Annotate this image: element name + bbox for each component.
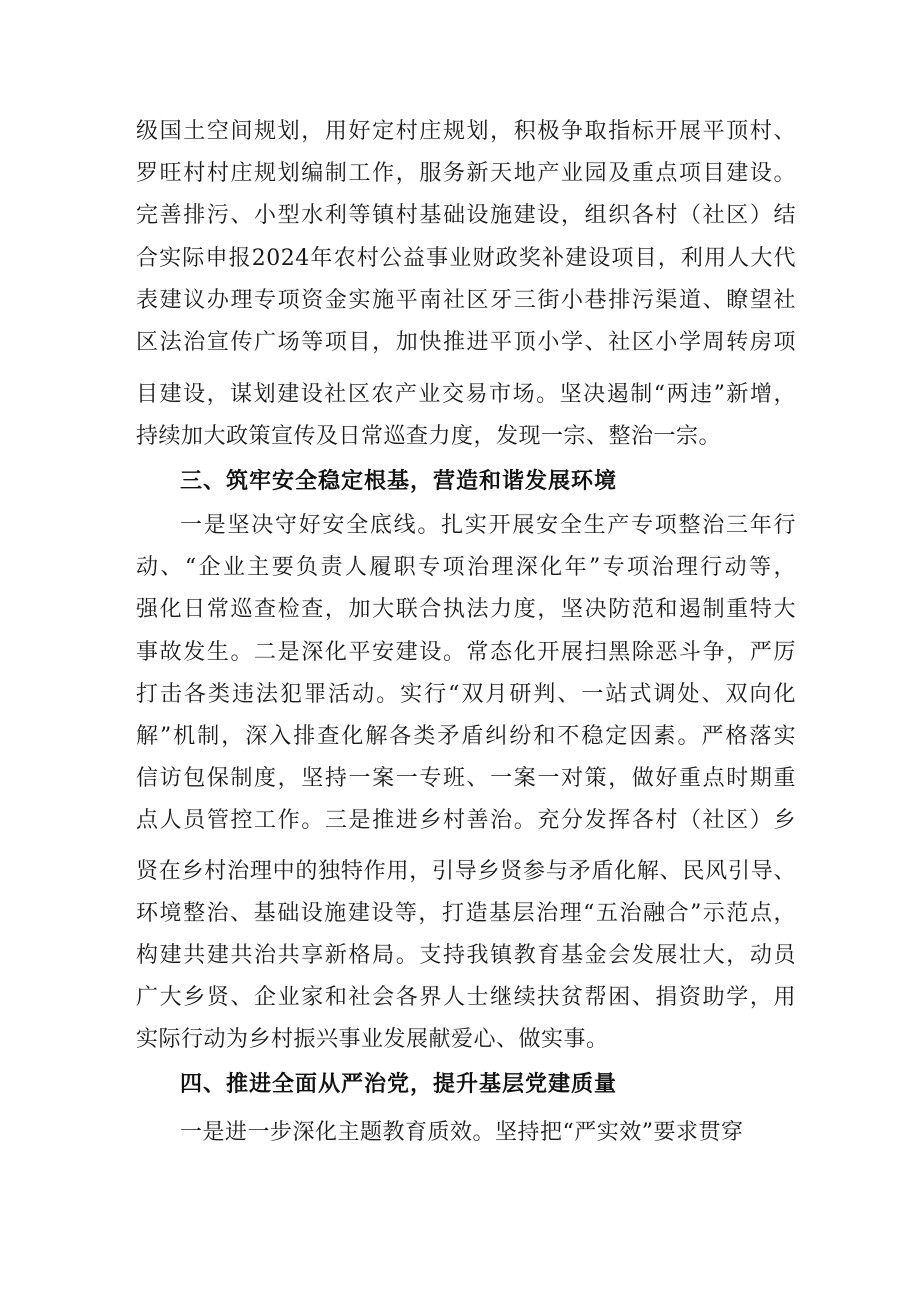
paragraph-line: 动、“企业主要负责人履职专项治理深化年”专项治理行动等， [136,555,796,580]
paragraph-line: 持续加大政策宣传及日常巡查力度，发现一宗、整治一宗。 [136,424,722,449]
paragraph-line: 实际行动为乡村振兴事业发展献爱心、做实事。 [136,1027,609,1052]
paragraph-line: 构建共建共治共享新格局。支持我镇教育基金会发展壮大，动员 [136,943,796,968]
paragraph-line: 信访包保制度，坚持一案一专班、一案一对策，做好重点时期重 [136,766,796,791]
paragraph-line: 点人员管控工作。三是推进乡村善治。充分发挥各村（社区）乡 [136,808,796,833]
paragraph-line: 事故发生。二是深化平安建设。常态化开展扫黑除恶斗争，严厉 [136,640,796,665]
paragraph-line: 级国土空间规划，用好定村庄规划，积极争取指标开展平顶村、 [136,119,796,144]
section-heading-four: 四、推进全面从严治党，提升基层党建质量 [180,1072,618,1097]
paragraph-line: 一是进一步深化主题教育质效。坚持把“严实效”要求贯穿 [180,1120,744,1145]
paragraph-line: 一是坚决守好安全底线。扎实开展安全生产专项整治三年行 [180,513,796,538]
paragraph-line: 贤在乡村治理中的独特作用，引导乡贤参与矛盾化解、民风引导、 [136,859,796,884]
paragraph-line: 合实际申报2024年农村公益事业财政奖补建设项目，利用人大代 [136,246,796,271]
paragraph-line: 强化日常巡查检查，加大联合执法力度，坚决防范和遏制重特大 [136,597,796,622]
paragraph-line: 罗旺村村庄规划编制工作，服务新天地产业园及重点项目建设。 [136,161,796,186]
paragraph-line: 打击各类违法犯罪活动。实行“双月研判、一站式调处、双向化 [136,682,796,707]
paragraph-line: 完善排污、小型水利等镇村基础设施建设，组织各村（社区）结 [136,203,796,228]
paragraph-line: 区法治宣传广场等项目，加快推进平顶小学、社区小学周转房项 [136,330,796,355]
paragraph-line: 解”机制，深入排查化解各类矛盾纠纷和不稳定因素。严格落实 [136,724,796,749]
paragraph-line: 广大乡贤、企业家和社会各界人士继续扶贫帮困、捐资助学，用 [136,985,796,1010]
paragraph-line: 表建议办理专项资金实施平南社区牙三街小巷排污渠道、瞭望社 [136,288,796,313]
paragraph-line: 目建设，谋划建设社区农产业交易市场。坚决遏制“两违”新增， [136,382,796,407]
paragraph-line: 环境整治、基础设施建设等，打造基层治理“五治融合”示范点， [136,901,796,926]
section-heading-three: 三、筑牢安全稳定根基，营造和谐发展环境 [180,469,618,494]
